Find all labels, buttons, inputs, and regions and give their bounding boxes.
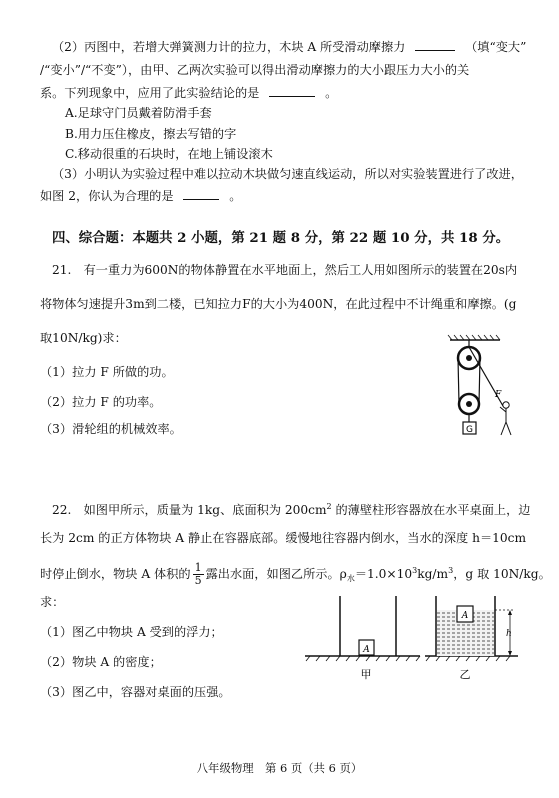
q22-line3-c: ＝1.0×10 [354, 567, 413, 581]
q20-part3-text-b-end: 。 [229, 189, 242, 203]
q20-part3-line2 [40, 187, 241, 204]
exponent: 3 [412, 566, 418, 575]
figure-caption-jia: 甲 [360, 668, 372, 681]
q20-part2-line2: /“变小”/“不变”），由甲、乙两次实验可以得出滑动摩擦力的大小跟压力大小的关 [40, 63, 470, 77]
weight-label: G [466, 425, 473, 435]
q22-area-superscript: 2 [326, 502, 332, 511]
q20-part2-text-d-end: 。 [325, 86, 338, 100]
q21-sub3: （3）滑轮组的机械效率。 [40, 422, 182, 436]
answer-blank[interactable] [269, 84, 315, 97]
block-a-label-jia: A [363, 645, 370, 655]
q20-option-c: C.移动很重的石块时，在地上铺设滚木 [65, 147, 273, 161]
q21-sub1: （1）拉力 F 所做的功。 [40, 365, 174, 379]
fraction-numerator: 1 [194, 561, 202, 574]
q21-line2: 将物体匀速提升3m到二楼，已知拉力F的大小为400N，在此过程中不计绳重和摩擦。(g [40, 297, 517, 311]
q20-part2-line1 [52, 38, 526, 55]
block-a-label-yi: A [461, 611, 469, 621]
answer-blank[interactable] [183, 187, 219, 200]
force-label: F [495, 390, 502, 400]
q22-sub1: （1）图乙中物块 A 受到的浮力； [40, 625, 223, 639]
q21-line1: 21. 有一重力为600N的物体静置在水平地面上，然后工人用如图所示的装置在20s内 [52, 263, 518, 277]
q20-part2-text-b: （填“变大” [465, 40, 527, 54]
pulley-system-figure [440, 334, 520, 439]
page-footer: 八年级物理 第 6 页（共 6 页） [196, 761, 363, 775]
q22-sub3: （3）图乙中，容器对桌面的压强。 [40, 685, 231, 699]
q22-line2: 长为 2cm 的正方体物块 A 静止在容器底部。缓慢地往容器内倒水，当水的深度 h＝10cm [40, 531, 527, 545]
q22-line3-d: kg/m [417, 567, 449, 581]
q20-part3-line1: （3）小明认为实验过程中难以拉动木块做匀速直线运动，所以对实验装置进行了改进， [52, 167, 523, 181]
q21-sub2: （2）拉力 F 的功率。 [40, 395, 162, 409]
section-heading: 四、综合题：本题共 2 小题，第 21 题 8 分，第 22 题 10 分，共 18 分。 [52, 230, 510, 246]
container-figure [300, 592, 525, 687]
q20-option-b: B.用力压住橡皮，擦去写错的字 [65, 127, 237, 141]
answer-blank[interactable] [415, 38, 455, 51]
q20-option-a: A.足球守门员戴着防滑手套 [65, 106, 212, 120]
q22-line1-text: 22. 如图甲所示，质量为 1kg、底面积为 200cm [52, 503, 327, 517]
q22-line3 [40, 556, 551, 594]
q21-line3: 取10N/kg)求： [40, 331, 127, 345]
q22-line3-e: ，g 取 10N/kg。 [453, 567, 551, 581]
depth-label: h [506, 629, 512, 639]
q22-sub2: （2）物块 A 的密度； [40, 655, 162, 669]
q22-ask: 求： [40, 595, 65, 609]
q20-part2-line3 [40, 84, 337, 101]
q22-line1 [52, 499, 531, 518]
fraction-denominator: 5 [194, 574, 202, 587]
unit-exponent: 3 [448, 566, 454, 575]
q22-line3-a: 时停止倒水，物块 A 体积的 [40, 567, 191, 581]
figure-caption-yi: 乙 [459, 668, 471, 681]
q20-part2-text-a: （2）丙图中，若增大弹簧测力计的拉力，木块 A 所受滑动摩擦力 [52, 40, 406, 54]
q20-part3-text-b: 如图 2，你认为合理的是 [40, 189, 174, 203]
q22-line1-end: 的薄壁柱形容器放在水平桌面上，边 [331, 503, 531, 517]
q20-part2-text-d: 系。下列现象中，应用了此实验结论的是 [40, 86, 260, 100]
fraction-one-fifth [193, 562, 204, 587]
rho-subscript: 水 [346, 574, 355, 583]
q22-line3-b: 露出水面，如图乙所示。ρ [205, 567, 347, 581]
